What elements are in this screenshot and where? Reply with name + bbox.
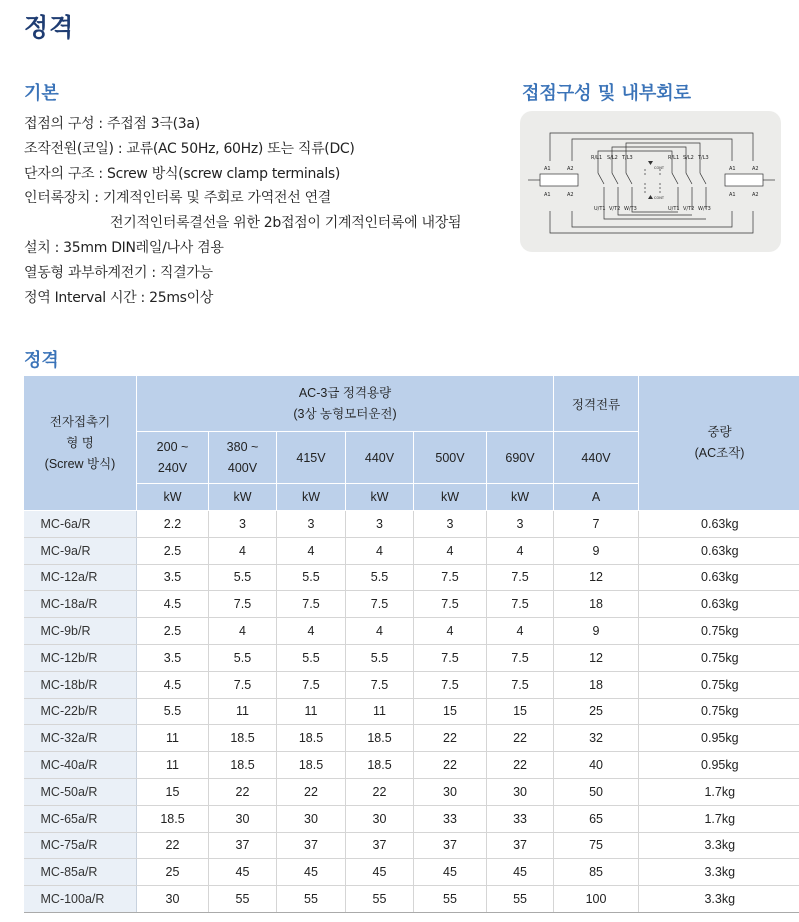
diagram-section-title: 접점구성 및 내부회로: [522, 83, 692, 104]
table-row: [24, 644, 799, 671]
cell-current: 85: [554, 859, 639, 886]
cell-v6: 22: [487, 752, 554, 779]
cell-v2: 4: [209, 618, 277, 645]
cell-current: 25: [554, 698, 639, 725]
cell-weight: 0.95kg: [639, 725, 799, 752]
cell-current: 50: [554, 778, 639, 805]
rating-table-body: [24, 511, 799, 913]
spec-terminal: 단자의 구조 : Screw 방식(screw clamp terminals): [24, 165, 341, 182]
cell-v2: 7.5: [209, 671, 277, 698]
label-cont-bottom: CONT: [654, 196, 664, 200]
cell-v2: 5.5: [209, 644, 277, 671]
label-r-l1-right: R/L1: [668, 155, 680, 161]
cell-v1: 15: [137, 778, 209, 805]
cell-v1: 4.5: [137, 671, 209, 698]
basic-spec-list: [24, 112, 524, 310]
cell-v1: 2.5: [137, 618, 209, 645]
spec-interlock: 인터록장치 : 기계적인터록 및 주회로 가역전선 연결: [24, 190, 332, 207]
cell-v4: 5.5: [346, 564, 414, 591]
cell-v6: 22: [487, 725, 554, 752]
header-v2-line2: 400V: [227, 460, 258, 475]
cell-v6: 7.5: [487, 644, 554, 671]
page-title: 정격: [24, 13, 75, 42]
spec-mounting: 설치 : 35mm DIN레일/나사 겸용: [24, 239, 224, 256]
header-voltage-415: 415V: [277, 432, 346, 484]
cell-v2: 18.5: [209, 752, 277, 779]
label-a1-right-bottom: A1: [729, 192, 736, 198]
model-cell: MC-85a/R: [24, 859, 137, 886]
model-cell: MC-12b/R: [24, 644, 137, 671]
cell-v1: 18.5: [137, 805, 209, 832]
label-s-l2-right: S/L2: [683, 155, 694, 161]
cell-current: 75: [554, 832, 639, 859]
model-cell: MC-18b/R: [24, 671, 137, 698]
cell-v1: 25: [137, 859, 209, 886]
table-row: [24, 511, 799, 538]
label-v-t2-left: V/T2: [609, 206, 621, 212]
header-weight: [639, 376, 799, 511]
header-ac3-capacity: [137, 376, 554, 432]
cell-v3: 45: [277, 859, 346, 886]
unit-kw: kW: [487, 484, 554, 511]
cell-weight: 0.95kg: [639, 752, 799, 779]
cell-v3: 7.5: [277, 671, 346, 698]
unit-kw: kW: [346, 484, 414, 511]
header-ac3-line2: (3상 농형모터운전): [293, 406, 397, 421]
cell-v5: 37: [414, 832, 487, 859]
cell-v4: 5.5: [346, 644, 414, 671]
header-v1-line2: 240V: [157, 460, 188, 475]
model-cell: MC-6a/R: [24, 511, 137, 538]
table-row: [24, 805, 799, 832]
header-model-line2: 형 명: [66, 435, 94, 450]
label-a2-left-bottom: A2: [567, 192, 574, 198]
table-row: [24, 537, 799, 564]
cell-v5: 15: [414, 698, 487, 725]
rating-section-title: 정격: [24, 350, 59, 371]
cell-v2: 37: [209, 832, 277, 859]
cell-current: 9: [554, 618, 639, 645]
label-w-t3-right: W/T3: [698, 206, 711, 212]
table-row: [24, 859, 799, 886]
cell-current: 18: [554, 591, 639, 618]
cell-current: 40: [554, 752, 639, 779]
cell-v4: 22: [346, 778, 414, 805]
cell-v1: 2.2: [137, 511, 209, 538]
cell-v2: 30: [209, 805, 277, 832]
table-row: [24, 752, 799, 779]
cell-v1: 11: [137, 725, 209, 752]
cell-v4: 11: [346, 698, 414, 725]
cell-weight: 0.63kg: [639, 591, 799, 618]
cell-v2: 55: [209, 886, 277, 913]
cell-weight: 0.63kg: [639, 564, 799, 591]
cell-v3: 11: [277, 698, 346, 725]
cell-v5: 4: [414, 537, 487, 564]
rating-table: [23, 375, 799, 913]
cell-v2: 45: [209, 859, 277, 886]
cell-weight: 0.75kg: [639, 644, 799, 671]
label-a2-right: A2: [752, 166, 759, 172]
model-cell: MC-12a/R: [24, 564, 137, 591]
header-voltage-440: 440V: [346, 432, 414, 484]
header-model-line1: 전자접촉기: [49, 414, 111, 429]
circuit-schematic: [520, 111, 781, 252]
cell-v5: 7.5: [414, 671, 487, 698]
label-a1-right: A1: [729, 166, 736, 172]
spec-overload-relay: 열동형 과부하계전기 : 직결가능: [24, 264, 213, 281]
cell-weight: 0.75kg: [639, 698, 799, 725]
cell-v3: 7.5: [277, 591, 346, 618]
cell-v2: 5.5: [209, 564, 277, 591]
spec-coil-power: 조작전원(코일) : 교류(AC 50Hz, 60Hz) 또는 직류(DC): [24, 140, 355, 157]
model-cell: MC-75a/R: [24, 832, 137, 859]
cell-weight: 1.7kg: [639, 778, 799, 805]
cell-weight: 3.3kg: [639, 886, 799, 913]
cell-current: 9: [554, 537, 639, 564]
table-row: [24, 725, 799, 752]
cell-current: 12: [554, 564, 639, 591]
header-rated-current: 정격전류: [554, 376, 639, 432]
cell-v6: 7.5: [487, 671, 554, 698]
unit-kw: kW: [137, 484, 209, 511]
cell-v5: 33: [414, 805, 487, 832]
cell-v5: 7.5: [414, 644, 487, 671]
cell-v3: 55: [277, 886, 346, 913]
label-v-t2-right: V/T2: [683, 206, 695, 212]
spec-interlock-detail: 전기적인터록결선을 위한 2b접점이 기계적인터록에 내장됨: [110, 215, 462, 232]
unit-kw: kW: [414, 484, 487, 511]
cell-v5: 7.5: [414, 591, 487, 618]
header-model-line3: (Screw 방식): [44, 456, 116, 471]
cell-v3: 18.5: [277, 752, 346, 779]
label-u-t1-right: U/T1: [668, 206, 680, 212]
cell-v2: 18.5: [209, 725, 277, 752]
model-cell: MC-100a/R: [24, 886, 137, 913]
cell-v6: 4: [487, 537, 554, 564]
internal-circuit-diagram: [520, 111, 781, 252]
cell-weight: 0.75kg: [639, 671, 799, 698]
cell-weight: 0.75kg: [639, 618, 799, 645]
unit-a: A: [554, 484, 639, 511]
spec-contact-config: 접점의 구성 : 주접점 3극(3a): [24, 116, 200, 132]
cell-v3: 5.5: [277, 564, 346, 591]
unit-kw: kW: [277, 484, 346, 511]
cell-v4: 4: [346, 537, 414, 564]
cell-current: 65: [554, 805, 639, 832]
cell-v6: 33: [487, 805, 554, 832]
table-row: [24, 886, 799, 913]
cell-v6: 45: [487, 859, 554, 886]
cell-weight: 0.63kg: [639, 537, 799, 564]
label-a2-left: A2: [567, 166, 574, 172]
cell-v3: 5.5: [277, 644, 346, 671]
cell-v4: 7.5: [346, 671, 414, 698]
cell-v1: 3.5: [137, 644, 209, 671]
label-s-l2-left: S/L2: [607, 155, 618, 161]
cell-v4: 55: [346, 886, 414, 913]
basic-section-title: 기본: [24, 83, 59, 104]
cell-current: 12: [554, 644, 639, 671]
header-model: [24, 376, 137, 511]
cell-v5: 3: [414, 511, 487, 538]
cell-v1: 30: [137, 886, 209, 913]
label-u-t1-left: U/T1: [594, 206, 606, 212]
spec-interval: 정역 Interval 시간 : 25ms이상: [24, 289, 214, 306]
table-row: [24, 698, 799, 725]
cell-v5: 30: [414, 778, 487, 805]
model-cell: MC-9b/R: [24, 618, 137, 645]
model-cell: MC-18a/R: [24, 591, 137, 618]
cell-v2: 7.5: [209, 591, 277, 618]
cell-v1: 11: [137, 752, 209, 779]
label-r-l1-left: R/L1: [591, 155, 603, 161]
header-voltage-200-240: [137, 432, 209, 484]
cell-v3: 3: [277, 511, 346, 538]
cell-v4: 45: [346, 859, 414, 886]
header-v2-line1: 380 ~: [226, 439, 259, 454]
cell-v5: 22: [414, 725, 487, 752]
cell-v1: 2.5: [137, 537, 209, 564]
cell-v5: 4: [414, 618, 487, 645]
header-weight-line2: (AC조작): [694, 446, 745, 460]
cell-v1: 22: [137, 832, 209, 859]
model-cell: MC-50a/R: [24, 778, 137, 805]
cell-v6: 7.5: [487, 591, 554, 618]
cell-v1: 5.5: [137, 698, 209, 725]
cell-v5: 55: [414, 886, 487, 913]
model-cell: MC-40a/R: [24, 752, 137, 779]
header-current-voltage: 440V: [554, 432, 639, 484]
cell-current: 18: [554, 671, 639, 698]
label-a2-right-bottom: A2: [752, 192, 759, 198]
label-t-l3-right: T/L3: [698, 155, 709, 161]
cell-v4: 4: [346, 618, 414, 645]
label-a1-left: A1: [544, 166, 551, 172]
label-a1-left-bottom: A1: [544, 192, 551, 198]
cell-v5: 22: [414, 752, 487, 779]
header-ac3-line1: AC-3급 정격용량: [298, 385, 392, 400]
cell-v6: 55: [487, 886, 554, 913]
cell-v3: 18.5: [277, 725, 346, 752]
cell-v5: 45: [414, 859, 487, 886]
header-v1-line1: 200 ~: [156, 439, 189, 454]
cell-weight: 1.7kg: [639, 805, 799, 832]
cell-v4: 3: [346, 511, 414, 538]
cell-v6: 3: [487, 511, 554, 538]
cell-current: 7: [554, 511, 639, 538]
table-row: [24, 564, 799, 591]
table-row: [24, 591, 799, 618]
cell-weight: 0.63kg: [639, 511, 799, 538]
table-row: [24, 832, 799, 859]
table-row: [24, 778, 799, 805]
model-cell: MC-9a/R: [24, 537, 137, 564]
cell-v6: 7.5: [487, 564, 554, 591]
cell-v3: 22: [277, 778, 346, 805]
model-cell: MC-65a/R: [24, 805, 137, 832]
cell-v2: 11: [209, 698, 277, 725]
cell-v2: 22: [209, 778, 277, 805]
model-cell: MC-32a/R: [24, 725, 137, 752]
cell-v1: 4.5: [137, 591, 209, 618]
cell-v6: 4: [487, 618, 554, 645]
cell-v5: 7.5: [414, 564, 487, 591]
cell-v4: 37: [346, 832, 414, 859]
cell-v4: 18.5: [346, 752, 414, 779]
label-w-t3-left: W/T3: [624, 206, 637, 212]
unit-kw: kW: [209, 484, 277, 511]
cell-current: 100: [554, 886, 639, 913]
cell-v2: 3: [209, 511, 277, 538]
cell-v3: 4: [277, 618, 346, 645]
cell-weight: 3.3kg: [639, 859, 799, 886]
cell-v1: 3.5: [137, 564, 209, 591]
header-voltage-690: 690V: [487, 432, 554, 484]
table-row: [24, 671, 799, 698]
header-voltage-380-400: [209, 432, 277, 484]
cell-v2: 4: [209, 537, 277, 564]
model-cell: MC-22b/R: [24, 698, 137, 725]
cell-v6: 15: [487, 698, 554, 725]
cell-v4: 7.5: [346, 591, 414, 618]
cell-v6: 37: [487, 832, 554, 859]
cell-v3: 37: [277, 832, 346, 859]
cell-v4: 18.5: [346, 725, 414, 752]
cell-v3: 30: [277, 805, 346, 832]
cell-current: 32: [554, 725, 639, 752]
cell-v6: 30: [487, 778, 554, 805]
label-t-l3-left: T/L3: [622, 155, 633, 161]
header-voltage-500: 500V: [414, 432, 487, 484]
cell-v4: 30: [346, 805, 414, 832]
cell-weight: 3.3kg: [639, 832, 799, 859]
label-cont-top: CONT: [654, 166, 664, 170]
header-weight-line1: 중량: [707, 425, 732, 439]
table-row: [24, 618, 799, 645]
cell-v3: 4: [277, 537, 346, 564]
